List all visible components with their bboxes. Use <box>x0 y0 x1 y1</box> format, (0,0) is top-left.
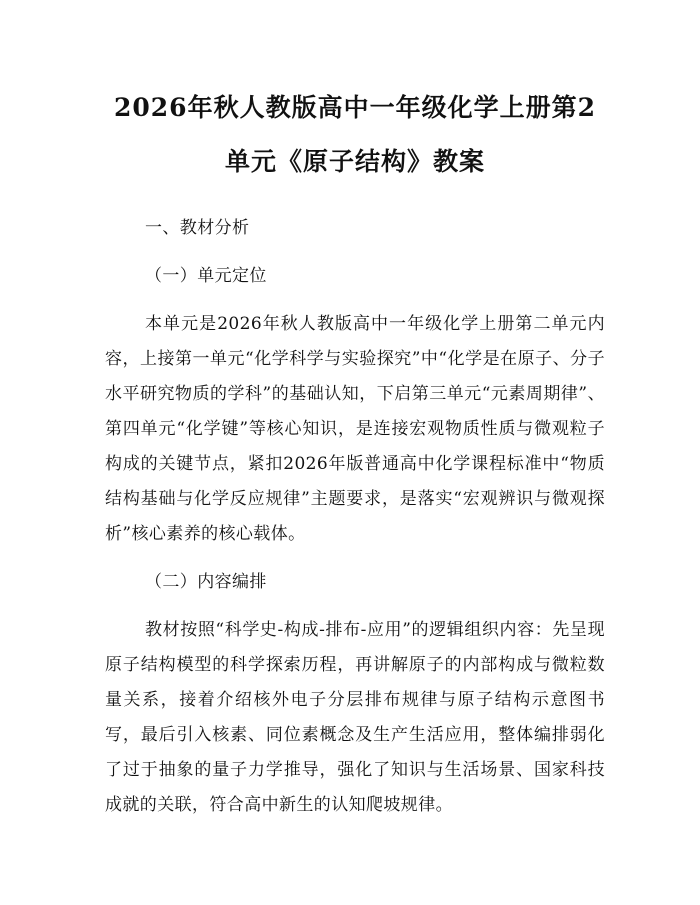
paragraph-unit-positioning: 本单元是2026年秋人教版高中一年级化学上册第二单元内容，上接第一单元“化学科学与实验探究”中“化学是在原子、分子水平研究物质的学科”的基础认知，下启第三单元“元素周期律”、第四单元“化学键”等核心知识，是连接宏观物质性质与微观粒子构成的关键节点，紧扣2026年版普通高中化学课程标准中“物质结构基础与化学反应规律”主题要求，是落实“宏观辨识与微观探析”核心素养的核心载体。 <box>105 314 605 544</box>
subsection-heading-unit-positioning: （一）单元定位 <box>145 266 267 286</box>
document-title: 2026年秋人教版高中一年级化学上册第2单元《原子结构》教案 <box>114 93 596 176</box>
subsection-heading-content-arrangement: （二）内容编排 <box>145 572 267 592</box>
paragraph-content-arrangement: 教材按照“科学史-构成-排布-应用”的逻辑组织内容：先呈现原子结构模型的科学探索历程，再讲解原子的内部构成与微粒数量关系，接着介绍核外电子分层排布规律与原子结构示意图书写，最后引入核素、同位素概念及生产生活应用，整体编排弱化了过于抽象的量子力学推导，强化了知识与生活场景、国家科技成就的关联，符合高中新生的认知爬坡规律。 <box>105 620 605 815</box>
section-heading-textbook-analysis: 一、教材分析 <box>145 218 250 238</box>
